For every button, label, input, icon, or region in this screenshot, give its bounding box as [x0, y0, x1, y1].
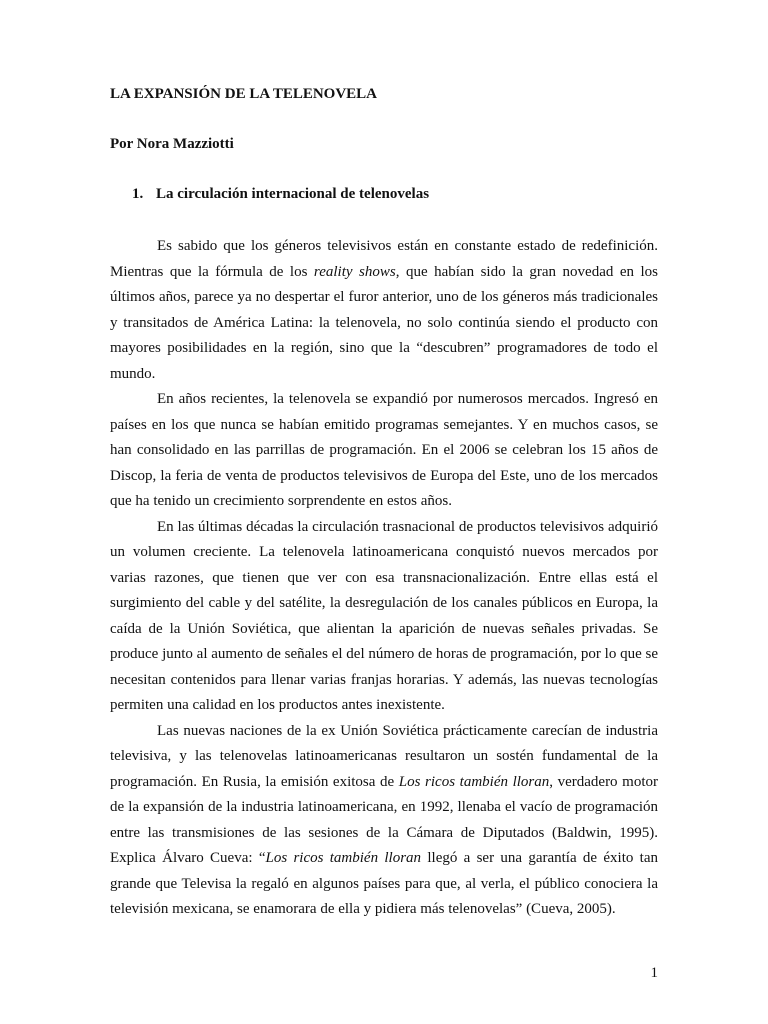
section-heading: [132, 186, 429, 203]
document-title: LA EXPANSIÓN DE LA TELENOVELA: [110, 86, 378, 102]
paragraph-text: llegó a ser una garantía de éxito tan grande que Televisa la regaló en algunos países para que, al verla, el público conociera la televisión mexicana, se enamorara de ella y pidiera más telenovelas” (Cueva, 2005).: [110, 850, 658, 917]
paragraph-text: , verdadero motor de la expansión de la industria latinoamericana, en 1992, llenaba el vacío de programación entre las transmisiones de las sesiones de la Cámara de Diputados (Baldwin, 1995). Explica Álvaro Cueva: “: [110, 773, 658, 866]
document-body: [110, 234, 658, 923]
paragraph-text: En las últimas décadas la circulación trasnacional de productos televisivos adquirió un volumen creciente. La telenovela latinoamericana conquistó nuevos mercados por varias razones, que tienen que ver con esa transnacionalización. Entre ellas está el surgimiento del cable y del satélite, la desregulación de los canales públicos en Europa, la caída de la Unión Soviética, que alientan la aparición de nuevas señales privadas. Se produce junto al aumento de señales el del número de horas de programación, por lo que se necesitan contenidos para llenar varias franjas horarias. Y además, las nuevas tecnologías permiten una calidad en los productos antes inexistente.: [110, 518, 658, 713]
paragraph-italic-text: Los ricos también lloran: [265, 850, 422, 866]
paragraph-italic-text: Los ricos también lloran: [398, 773, 550, 790]
paragraph-text: , que habían sido la gran novedad en los últimos años, parece ya no despertar el furor anterior, uno de los géneros más tradicionales y transitados de América Latina: la telenovela, no solo continúa siendo el producto con mayores posibilidades en la región, sino que la “descubren” programadores de todo el mundo.: [110, 263, 659, 382]
paragraph: [110, 387, 658, 515]
paragraph-text: En años recientes, la telenovela se expandió por numerosos mercados. Ingresó en países en los que nunca se habían emitido programas semejantes. Y en muchos casos, se han consolidado en las parrillas de programación. En el 2006 se celebran los 15 años de Discop, la feria de venta de productos televisivos de Europa del Este, uno de los mercados que ha tenido un crecimiento sorprendente en estos años.: [110, 391, 658, 509]
paragraph: [110, 515, 658, 719]
paragraph-italic-text: reality shows: [313, 263, 396, 280]
paragraph: [110, 234, 658, 387]
page-number: 1: [650, 965, 658, 981]
paragraph-text: Es sabido que los géneros televisivos están en constante estado de redefinición. Mientras que la fórmula de los: [110, 238, 658, 280]
section-number: 1.: [132, 186, 144, 202]
section-title: La circulación internacional de telenovelas: [156, 186, 430, 202]
document-author: Por Nora Mazziotti: [110, 136, 234, 152]
paragraph: [110, 719, 658, 923]
paragraph-text: Las nuevas naciones de la ex Unión Soviética prácticamente carecían de industria televisiva, y las telenovelas latinoamericanas resultaron un sostén fundamental de la programación. En Rusia, la emisión exitosa de: [110, 722, 658, 790]
